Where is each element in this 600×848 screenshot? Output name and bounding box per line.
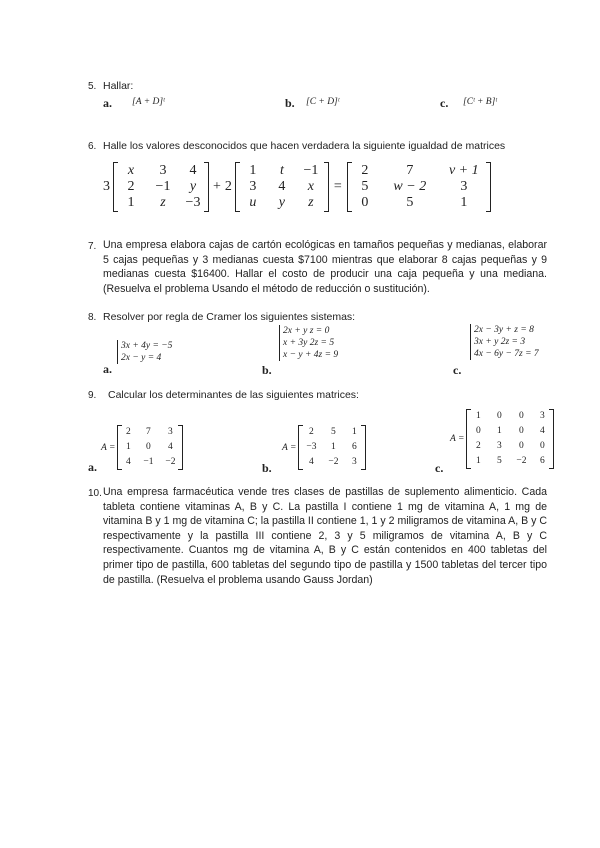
matrix-cell: u bbox=[249, 195, 257, 210]
q8-c-system bbox=[470, 324, 539, 360]
equation: x + 3y 2z = 5 bbox=[283, 338, 335, 348]
q6-equation bbox=[103, 162, 491, 212]
matrix-cell: 7 bbox=[406, 163, 414, 178]
matrix-cell: 4 bbox=[189, 163, 197, 178]
equation: 2x + y z = 0 bbox=[283, 326, 330, 336]
q5-c-label: c. bbox=[440, 96, 449, 110]
matrix-cell: 1 bbox=[127, 195, 135, 210]
matrix-cell: −2 bbox=[165, 457, 176, 467]
q9-b-name: A = bbox=[282, 442, 297, 453]
q6-matrix-1 bbox=[113, 162, 209, 212]
q8-text: Resolver por regla de Cramer los siguientes sistemas: bbox=[103, 311, 356, 323]
q7-number: 7. bbox=[88, 241, 97, 252]
matrix-cell: 1 bbox=[497, 426, 502, 436]
q9-b-label: b. bbox=[262, 461, 272, 475]
matrix-cell: 0 bbox=[497, 411, 502, 421]
q9-text: Calcular los determinantes de las siguientes matrices: bbox=[108, 389, 359, 401]
equation: 2x − y = 4 bbox=[121, 353, 162, 363]
matrix-cell: 1 bbox=[476, 411, 481, 421]
q6-coef1: 3 bbox=[103, 179, 110, 194]
matrix-cell: 2 bbox=[361, 163, 369, 178]
equation: x − y + 4z = 9 bbox=[283, 350, 339, 360]
equation: 3x + 4y = −5 bbox=[121, 341, 173, 351]
matrix-cell: 4 bbox=[278, 179, 286, 194]
matrix-cell: y bbox=[189, 179, 197, 194]
q6-equals: = bbox=[333, 179, 342, 194]
equation: 4x − 6y − 7z = 7 bbox=[474, 349, 539, 359]
q9-c-label: c. bbox=[435, 461, 444, 475]
q8-b-label: b. bbox=[262, 363, 272, 377]
matrix-cell: 4 bbox=[168, 442, 173, 452]
matrix-cell: 4 bbox=[540, 426, 545, 436]
matrix-cell: −2 bbox=[516, 456, 527, 466]
q9-c-name: A = bbox=[450, 434, 465, 444]
matrix-cell: 3 bbox=[497, 441, 502, 451]
equation: 3x + y 2z = 3 bbox=[474, 337, 526, 347]
equation: 2x − 3y + z = 8 bbox=[474, 325, 534, 335]
matrix-cell: 0 bbox=[519, 441, 524, 451]
q5-a-expr: [A + D]ᵗ bbox=[132, 97, 165, 107]
matrix-cell: 3 bbox=[168, 427, 173, 437]
q5-b-expr: [C + D]ᵗ bbox=[306, 97, 340, 107]
q9-number: 9. bbox=[88, 390, 97, 401]
matrix-cell: −1 bbox=[303, 163, 319, 178]
matrix-cell: 1 bbox=[126, 442, 131, 452]
matrix-cell: 6 bbox=[540, 456, 545, 466]
matrix-cell: 1 bbox=[352, 427, 357, 437]
matrix-cell: 3 bbox=[460, 179, 468, 194]
q5-c-expr: [Cᵗ + B]ᵗ bbox=[463, 97, 497, 107]
q8-a-system bbox=[117, 340, 172, 364]
q9-a-label: a. bbox=[88, 460, 97, 474]
matrix-cell: 3 bbox=[352, 457, 357, 467]
matrix-cell: 5 bbox=[361, 179, 369, 194]
matrix-cell: 5 bbox=[406, 195, 414, 210]
matrix-cell: 1 bbox=[460, 195, 468, 210]
matrix-cell: 5 bbox=[497, 456, 502, 466]
matrix-cell: 0 bbox=[146, 442, 151, 452]
q6-matrix-3 bbox=[347, 162, 491, 212]
q8-a-label: a. bbox=[103, 362, 112, 376]
matrix-cell: −3 bbox=[306, 442, 317, 452]
matrix-cell: 0 bbox=[476, 426, 481, 436]
q5-text: Hallar: bbox=[103, 80, 134, 92]
q10-number: 10. bbox=[88, 488, 102, 499]
matrix-cell: 0 bbox=[519, 411, 524, 421]
matrix-cell: 0 bbox=[519, 426, 524, 436]
matrix-cell: z bbox=[308, 195, 314, 210]
q5-a-label: a. bbox=[103, 96, 112, 110]
q9-b-determinant bbox=[282, 425, 366, 470]
matrix-cell: 2 bbox=[476, 441, 481, 451]
q9-c-determinant bbox=[450, 409, 554, 469]
q6-coef2: 2 bbox=[224, 179, 232, 194]
q9-a-name: A = bbox=[101, 442, 116, 453]
q10-text: Una empresa farmacéutica vende tres clases de pastillas de suplemento alimenticio. Cada tableta contiene vitaminas A, B y C. La pastilla I contiene 1 mg de vitamina A, 1 mg de vitamina B y 1 mg de vitamina C; la pastilla II contiene 1, 1 y 2 miligramos de vitamina A, B y C respectivamente y la pastilla III contiene 2, 3 y 5 miligramos de vitamina A, B y C respectivamente. Cuantos mg de vitamina A, B y C están contenidos en 400 tabletas del primer tipo de pastilla, 600 tabletas del segundo tipo de pastilla y 1500 tabletas del tercer tipo de pastilla. (Resuelva el problema usando Gauss Jordan) bbox=[103, 486, 547, 586]
q8-c-label: c. bbox=[453, 363, 462, 377]
q6-text: Halle los valores desconocidos que hacen verdadera la siguiente igualdad de matrices bbox=[103, 140, 506, 152]
matrix-cell: 7 bbox=[146, 427, 151, 437]
matrix-cell: 5 bbox=[331, 427, 336, 437]
q6-matrix-2 bbox=[235, 162, 329, 212]
matrix-cell: 3 bbox=[540, 411, 545, 421]
matrix-cell: −3 bbox=[185, 195, 201, 210]
matrix-cell: −1 bbox=[155, 179, 171, 194]
matrix-cell: v + 1 bbox=[448, 163, 479, 178]
q9-c-matrix bbox=[466, 409, 554, 469]
q8-b-system bbox=[279, 325, 338, 361]
matrix-cell: 6 bbox=[352, 442, 357, 452]
matrix-cell: t bbox=[279, 163, 284, 178]
matrix-cell: 2 bbox=[127, 179, 135, 194]
q6-plus: + bbox=[213, 179, 221, 194]
q5-b-label: b. bbox=[285, 96, 295, 110]
matrix-cell: 1 bbox=[331, 442, 336, 452]
q9-a-matrix bbox=[117, 425, 183, 470]
matrix-cell: 4 bbox=[126, 457, 131, 467]
matrix-cell: 0 bbox=[540, 441, 545, 451]
matrix-cell: −1 bbox=[143, 457, 154, 467]
matrix-cell: 4 bbox=[309, 457, 314, 467]
matrix-cell: x bbox=[127, 163, 135, 178]
q5-number: 5. bbox=[88, 81, 97, 92]
matrix-cell: z bbox=[160, 195, 166, 210]
matrix-cell: 1 bbox=[476, 456, 481, 466]
matrix-cell: −2 bbox=[328, 457, 339, 467]
q6-number: 6. bbox=[88, 141, 97, 152]
q7-text: Una empresa elabora cajas de cartón ecológicas en tamaños pequeñas y medianas, elaborar 5 cajas pequeñas y 3 medianas cuesta $7100 mientras que elaborar 8 cajas pequeñas y 9 medianas cuesta $16400. Hallar el costo de producir una caja pequeña y una mediana. (Resuelva el problema Usando el método de reducción o sustitución). bbox=[103, 239, 547, 295]
matrix-cell: 3 bbox=[159, 163, 167, 178]
matrix-cell: 2 bbox=[126, 427, 131, 437]
matrix-cell: 0 bbox=[361, 195, 369, 210]
matrix-cell: 2 bbox=[309, 427, 314, 437]
matrix-cell: 3 bbox=[249, 179, 257, 194]
q8-number: 8. bbox=[88, 312, 97, 323]
matrix-cell: y bbox=[278, 195, 286, 210]
matrix-cell: 1 bbox=[249, 163, 257, 178]
q9-b-matrix bbox=[298, 425, 366, 470]
matrix-cell: x bbox=[307, 179, 315, 194]
q9-a-determinant bbox=[101, 425, 183, 470]
matrix-cell: w − 2 bbox=[393, 179, 427, 194]
